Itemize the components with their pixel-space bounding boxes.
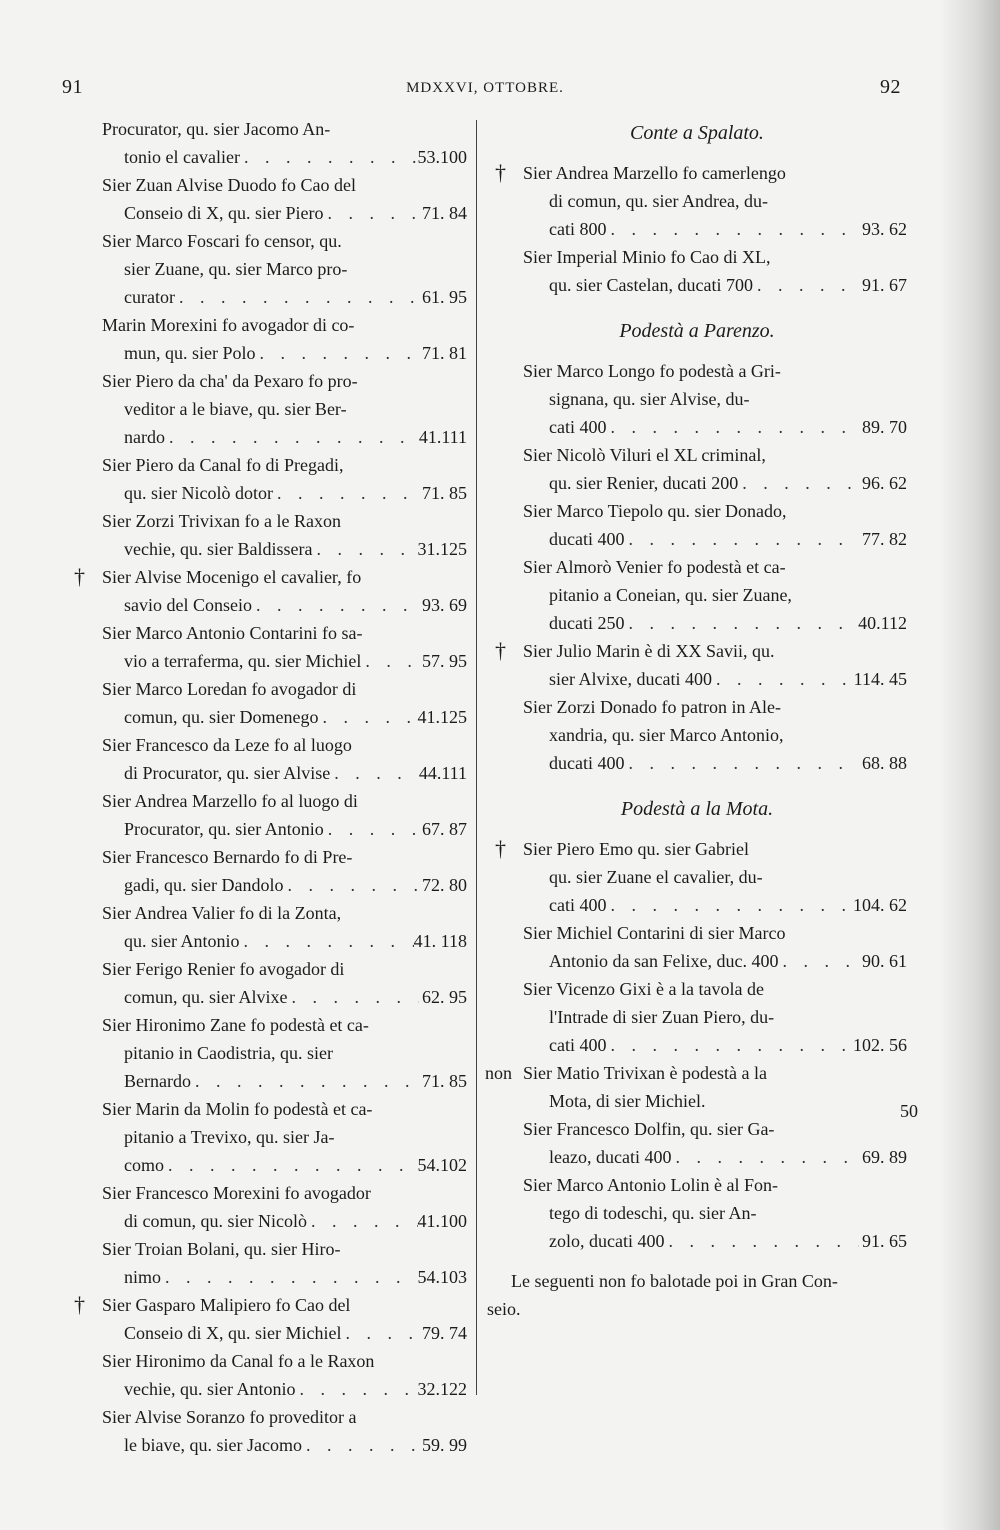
vote-count: 41. 118 (413, 931, 467, 951)
dot-leader (778, 947, 859, 975)
margin-line-number: 50 (900, 1101, 918, 1121)
entry-line (72, 451, 467, 479)
entry-text: Conseio di X, qu. sier Michiel (124, 1323, 342, 1343)
list-item (72, 451, 467, 507)
entry-line (487, 609, 907, 637)
entry-line (487, 413, 907, 441)
list-item (487, 693, 907, 777)
entry-text: Sier Marco Longo fo podestà a Gri- (523, 361, 781, 381)
entry-line (72, 759, 467, 787)
entry-text: ducati 250 (549, 613, 625, 633)
vote-count: 41.100 (417, 1211, 467, 1231)
entry-text: di comun, qu. sier Nicolò (124, 1211, 307, 1231)
dot-leader (240, 143, 418, 171)
entry-line (487, 1199, 907, 1227)
entry-text: zolo, ducati 400 (549, 1231, 665, 1251)
entry-line (72, 339, 467, 367)
entry-line (487, 525, 907, 553)
list-item (72, 619, 467, 675)
entry-text: Sier Marco Tiepolo qu. sier Donado, (523, 501, 787, 521)
dot-leader (307, 1207, 418, 1235)
entry-line (487, 975, 907, 1003)
entry-text: qu. sier Castelan, ducati 700 (549, 275, 753, 295)
column-rule (476, 120, 477, 1395)
entry-line (487, 469, 907, 497)
dot-leader (273, 479, 419, 507)
list-item (487, 919, 907, 975)
vote-count: 62. 95 (422, 987, 467, 1007)
dot-leader (312, 535, 417, 563)
non-marker: non (485, 1063, 512, 1083)
vote-count: 31.125 (417, 539, 467, 559)
entry-line (487, 1003, 907, 1031)
entry-text: Sier Francesco Dolfin, qu. sier Ga- (523, 1119, 775, 1139)
closing-note (487, 1267, 907, 1323)
entry-text: Sier Marco Antonio Lolin è al Fon- (523, 1175, 778, 1195)
entry-line (487, 159, 907, 187)
dot-leader (624, 525, 859, 553)
entry-line (72, 1319, 467, 1347)
vote-count: 57. 95 (422, 651, 467, 671)
entry-line (72, 1263, 467, 1291)
entry-line (487, 919, 907, 947)
dot-leader (283, 871, 419, 899)
entry-line (487, 637, 907, 665)
entry-text: ducati 400 (549, 529, 625, 549)
vote-count: 59. 99 (422, 1435, 467, 1455)
entry-text: Sier Julio Marin è di XX Savii, qu. (523, 641, 775, 661)
entry-line (72, 647, 467, 675)
dot-leader (295, 1375, 417, 1403)
entry-line (487, 271, 907, 299)
vote-count: 96. 62 (862, 473, 907, 493)
dot-leader (624, 609, 858, 637)
list-item (487, 497, 907, 553)
entry-text: tonio el cavalier (124, 147, 240, 167)
entry-text: Sier Hironimo Zane fo podestà et ca- (102, 1015, 369, 1035)
entry-line (72, 1067, 467, 1095)
entry-line (72, 507, 467, 535)
vote-count: 32.122 (417, 1379, 467, 1399)
entry-text: pitanio in Caodistria, qu. sier (124, 1043, 333, 1063)
list-item (72, 1179, 467, 1235)
entry-text: pitanio a Coneian, qu. sier Zuane, (549, 585, 792, 605)
list-item (72, 171, 467, 227)
list-item (72, 1403, 467, 1459)
entry-line (487, 187, 907, 215)
vote-count: 71. 85 (422, 1071, 467, 1091)
entry-text: Sier Michiel Contarini di sier Marco (523, 923, 786, 943)
entry-text: cati 800 (549, 219, 607, 239)
cross-marker: † (495, 836, 506, 861)
entry-text: Sier Hironimo da Canal fo a le Raxon (102, 1351, 375, 1371)
entry-text: Sier Francesco Bernardo fo di Pre- (102, 847, 353, 867)
vote-count: 72. 80 (422, 875, 467, 895)
dot-leader (256, 339, 419, 367)
entry-text: cati 400 (549, 417, 607, 437)
list-item (72, 675, 467, 731)
entry-line (72, 871, 467, 899)
entry-line (72, 703, 467, 731)
dot-leader (324, 199, 420, 227)
entry-text: Conseio di X, qu. sier Piero (124, 203, 324, 223)
cross-marker: † (495, 160, 506, 185)
entry-line (72, 227, 467, 255)
entry-text: vechie, qu. sier Baldissera (124, 539, 313, 559)
entry-text: Mota, di sier Michiel. (549, 1091, 706, 1111)
list-item (72, 1011, 467, 1095)
entry-text: Sier Marco Loredan fo avogador di (102, 679, 357, 699)
entry-line (487, 357, 907, 385)
dot-leader (361, 647, 419, 675)
entry-text: nimo (124, 1267, 162, 1287)
running-title: MDXXVI, OTTOBRE. (406, 80, 564, 96)
entry-line (487, 1059, 907, 1087)
dot-leader (671, 1143, 859, 1171)
dot-leader (287, 983, 419, 1011)
list-item (487, 159, 907, 243)
list-item (487, 357, 907, 441)
list-item (72, 955, 467, 1011)
vote-count: 114. 45 (853, 669, 907, 689)
right-column (487, 115, 907, 1323)
entry-text: Sier Francesco Morexini fo avogador (102, 1183, 371, 1203)
entry-text: di Procurator, qu. sier Alvise (124, 763, 331, 783)
entry-line (72, 171, 467, 199)
entry-line (72, 843, 467, 871)
entry-line (72, 283, 467, 311)
dot-leader (191, 1067, 419, 1095)
entry-line (487, 215, 907, 243)
entry-text: vechie, qu. sier Antonio (124, 1379, 296, 1399)
entry-text: cati 400 (549, 895, 607, 915)
entry-text: Sier Piero Emo qu. sier Gabriel (523, 839, 749, 859)
entry-line (487, 1171, 907, 1199)
entry-line (72, 1151, 467, 1179)
dot-leader (738, 469, 859, 497)
page-spine-shadow (940, 0, 1000, 1530)
entry-line (72, 1207, 467, 1235)
entry-line (487, 749, 907, 777)
list-item (487, 553, 907, 637)
vote-count: 90. 61 (862, 951, 907, 971)
list-item (72, 311, 467, 367)
entry-line (72, 255, 467, 283)
entry-text: di comun, qu. sier Andrea, du- (549, 191, 768, 211)
entry-line (72, 1179, 467, 1207)
list-item (72, 227, 467, 311)
entry-line (487, 1227, 907, 1255)
entry-line (487, 1087, 907, 1115)
entry-text: Sier Marin da Molin fo podestà et ca- (102, 1099, 373, 1119)
entry-text: Sier Piero da cha' da Pexaro fo pro- (102, 371, 358, 391)
entry-line (487, 441, 907, 469)
entry-text: veditor a le biave, qu. sier Ber- (124, 399, 347, 419)
entry-line (72, 927, 467, 955)
vote-count: 93. 69 (422, 595, 467, 615)
entry-line (72, 1011, 467, 1039)
entry-text: tego di todeschi, qu. sier An- (549, 1203, 757, 1223)
entry-text: ducati 400 (549, 753, 625, 773)
entry-line (72, 143, 467, 171)
entry-line (72, 983, 467, 1011)
entry-text: Sier Marco Foscari fo censor, qu. (102, 231, 342, 251)
vote-count: 77. 82 (862, 529, 907, 549)
closing-note-line (487, 1295, 907, 1323)
vote-count: 61. 95 (422, 287, 467, 307)
entry-text: comun, qu. sier Alvixe (124, 987, 288, 1007)
entry-text: nardo (124, 427, 165, 447)
entry-text: comun, qu. sier Domenego (124, 707, 319, 727)
entry-line (72, 899, 467, 927)
dot-leader (240, 927, 414, 955)
vote-count: 67. 87 (422, 819, 467, 839)
entry-line (72, 115, 467, 143)
right-page-number: 92 (880, 76, 901, 98)
entry-text: signana, qu. sier Alvise, du- (549, 389, 750, 409)
vote-count: 93. 62 (862, 219, 907, 239)
entry-text: Sier Andrea Valier fo di la Zonta, (102, 903, 342, 923)
dot-leader (175, 283, 419, 311)
vote-count: 54.103 (417, 1267, 467, 1287)
cross-marker: † (495, 638, 506, 663)
entry-text: seio. (487, 1299, 521, 1319)
list-item (72, 507, 467, 563)
list-item (72, 1291, 467, 1347)
list-item (72, 787, 467, 843)
entry-line (72, 479, 467, 507)
entry-text: Sier Nicolò Viluri el XL criminal, (523, 445, 766, 465)
entry-line (487, 385, 907, 413)
entry-text: vio a terraferma, qu. sier Michiel (124, 651, 362, 671)
entry-line (72, 1375, 467, 1403)
vote-count: 91. 65 (862, 1231, 907, 1251)
entry-line (487, 835, 907, 863)
entry-text: cati 400 (549, 1035, 607, 1055)
entry-text: Marin Morexini fo avogador di co- (102, 315, 355, 335)
list-item (487, 1115, 907, 1171)
entry-text: l'Intrade di sier Zuan Piero, du- (549, 1007, 775, 1027)
list-item (72, 899, 467, 955)
cross-marker: † (74, 1292, 85, 1317)
entry-text: qu. sier Renier, ducati 200 (549, 473, 739, 493)
entry-text: qu. sier Zuane el cavalier, du- (549, 867, 763, 887)
vote-count: 53.100 (417, 147, 467, 167)
entry-line (72, 1123, 467, 1151)
entry-line (72, 1039, 467, 1067)
dot-leader (318, 703, 417, 731)
dot-leader (165, 423, 419, 451)
entry-line (72, 731, 467, 759)
vote-count: 69. 89 (862, 1147, 907, 1167)
entry-text: Sier Imperial Minio fo Cao di XL, (523, 247, 771, 267)
vote-count: 102. 56 (853, 1035, 907, 1055)
entry-line (72, 955, 467, 983)
entry-line (487, 1115, 907, 1143)
dot-leader (341, 1319, 419, 1347)
section-heading: Conte a Spalato. (630, 122, 764, 144)
vote-count: 89. 70 (862, 417, 907, 437)
list-item (72, 1235, 467, 1291)
entry-line (487, 863, 907, 891)
entry-text: Sier Piero da Canal fo di Pregadi, (102, 455, 344, 475)
entry-text: Antonio da san Felixe, duc. 400 (549, 951, 779, 971)
entry-text: Sier Zuan Alvise Duodo fo Cao del (102, 175, 356, 195)
section-heading: Podestà a la Mota. (620, 798, 774, 820)
entry-line (72, 1347, 467, 1375)
dot-leader (324, 815, 419, 843)
entry-text: Sier Almorò Venier fo podestà et ca- (523, 557, 786, 577)
left-page-number: 91 (62, 76, 83, 98)
list-item (487, 975, 907, 1059)
vote-count: 41.111 (418, 427, 467, 447)
vote-count: 41.125 (417, 707, 467, 727)
entry-line (72, 815, 467, 843)
list-item (487, 637, 907, 693)
list-item (72, 115, 467, 171)
entry-line (487, 553, 907, 581)
entry-line (72, 563, 467, 591)
entry-line (72, 1235, 467, 1263)
entry-text: Sier Alvise Soranzo fo proveditor a (102, 1407, 357, 1427)
list-item (72, 1347, 467, 1403)
entry-text: Sier Vicenzo Gixi è a la tavola de (523, 979, 764, 999)
entry-text: Sier Marco Antonio Contarini fo sa- (102, 623, 363, 643)
list-item (487, 835, 907, 919)
entry-text: le biave, qu. sier Jacomo (124, 1435, 302, 1455)
entry-line (487, 1143, 907, 1171)
dot-leader (161, 1263, 417, 1291)
dot-leader (606, 413, 859, 441)
vote-count: 91. 67 (862, 275, 907, 295)
dot-leader (624, 749, 859, 777)
dot-leader (302, 1431, 419, 1459)
dot-leader (753, 271, 859, 299)
vote-count: 71. 81 (422, 343, 467, 363)
entry-text: Sier Francesco da Leze fo al luogo (102, 735, 352, 755)
entry-line (72, 395, 467, 423)
entry-line (72, 787, 467, 815)
list-item (487, 1059, 907, 1115)
entry-line (72, 1291, 467, 1319)
entry-line (487, 693, 907, 721)
vote-count: 54.102 (417, 1155, 467, 1175)
entry-line (72, 311, 467, 339)
vote-count: 71. 84 (422, 203, 467, 223)
entry-line (72, 367, 467, 395)
entry-text: qu. sier Antonio (124, 931, 240, 951)
entry-line (487, 581, 907, 609)
entry-text: mun, qu. sier Polo (124, 343, 256, 363)
entry-line (72, 591, 467, 619)
entry-text: Sier Troian Bolani, qu. sier Hiro- (102, 1239, 341, 1259)
entry-text: leazo, ducati 400 (549, 1147, 672, 1167)
entry-text: Le seguenti non fo balotade poi in Gran Con- (511, 1271, 838, 1291)
entry-text: qu. sier Nicolò dotor (124, 483, 273, 503)
list-item (487, 441, 907, 497)
entry-text: sier Zuane, qu. sier Marco pro- (124, 259, 348, 279)
list-item (487, 1171, 907, 1255)
left-column (72, 115, 467, 1459)
closing-note-line (487, 1267, 907, 1295)
entry-text: Sier Alvise Mocenigo el cavalier, fo (102, 567, 362, 587)
section-heading: Podestà a Parenzo. (619, 320, 775, 342)
dot-leader (606, 891, 853, 919)
entry-text: curator (124, 287, 175, 307)
entry-line (487, 665, 907, 693)
entry-text: xandria, qu. sier Marco Antonio, (549, 725, 784, 745)
vote-count: 40.112 (858, 613, 907, 633)
entry-text: sier Alvixe, ducati 400 (549, 669, 712, 689)
entry-text: Sier Matio Trivixan è podestà a la (523, 1063, 767, 1083)
vote-count: 44.111 (418, 763, 467, 783)
entry-line (72, 1431, 467, 1459)
entry-text: Bernardo (124, 1071, 191, 1091)
entry-line (72, 199, 467, 227)
dot-leader (252, 591, 419, 619)
entry-line (487, 1031, 907, 1059)
entry-line (487, 891, 907, 919)
vote-count: 68. 88 (862, 753, 907, 773)
entry-line (72, 1095, 467, 1123)
entry-text: como (124, 1155, 164, 1175)
dot-leader (606, 1031, 853, 1059)
entry-line (72, 1403, 467, 1431)
dot-leader (712, 665, 854, 693)
dot-leader (606, 215, 859, 243)
vote-count: 104. 62 (853, 895, 907, 915)
list-item (72, 1095, 467, 1179)
vote-count: 71. 85 (422, 483, 467, 503)
entry-line (487, 947, 907, 975)
list-item (72, 843, 467, 899)
entry-line (72, 675, 467, 703)
entry-line (72, 619, 467, 647)
dot-leader (664, 1227, 859, 1255)
entry-line (72, 535, 467, 563)
vote-count: 79. 74 (422, 1323, 467, 1343)
list-item (72, 563, 467, 619)
entry-text: Procurator, qu. sier Jacomo An- (102, 119, 331, 139)
entry-line (487, 721, 907, 749)
list-item (72, 367, 467, 451)
dot-leader (330, 759, 419, 787)
entry-text: Sier Ferigo Renier fo avogador di (102, 959, 345, 979)
entry-text: pitanio a Trevixo, qu. sier Ja- (124, 1127, 335, 1147)
entry-text: savio del Conseio (124, 595, 252, 615)
entry-text: gadi, qu. sier Dandolo (124, 875, 284, 895)
entry-text: Sier Andrea Marzello fo al luogo di (102, 791, 358, 811)
entry-text: Procurator, qu. sier Antonio (124, 819, 324, 839)
entry-line (487, 243, 907, 271)
dot-leader (164, 1151, 418, 1179)
entry-text: Sier Zorzi Donado fo patron in Ale- (523, 697, 781, 717)
list-item (72, 731, 467, 787)
entry-text: Sier Gasparo Malipiero fo Cao del (102, 1295, 351, 1315)
entry-text: Sier Zorzi Trivixan fo a le Raxon (102, 511, 341, 531)
entry-text: Sier Andrea Marzello fo camerlengo (523, 163, 786, 183)
entry-line (72, 423, 467, 451)
entry-line (487, 497, 907, 525)
cross-marker: † (74, 564, 85, 589)
list-item (487, 243, 907, 299)
